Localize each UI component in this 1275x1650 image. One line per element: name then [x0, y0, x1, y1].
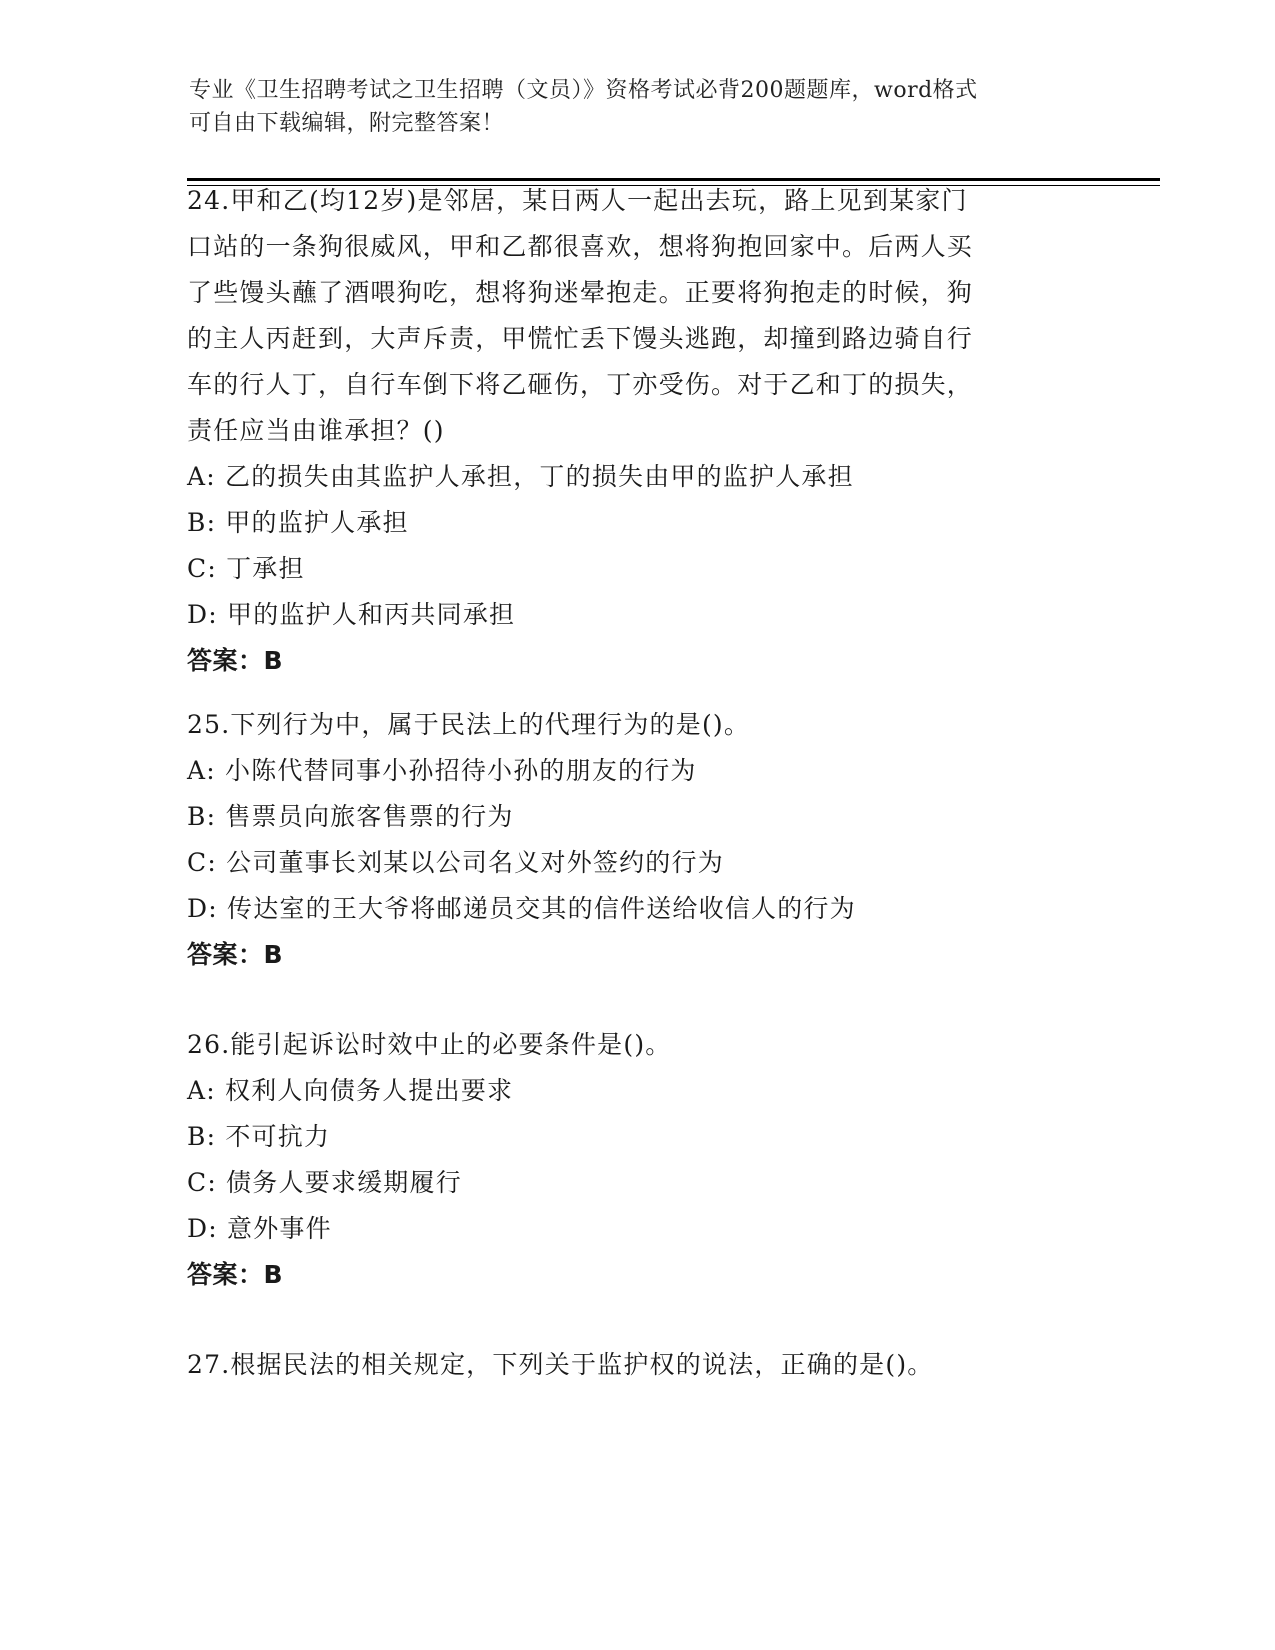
- option-b: B: 甲的监护人承担: [187, 508, 409, 537]
- question-text-line: 25.下列行为中，属于民法上的代理行为的是()。: [187, 710, 751, 739]
- option-a: A: 乙的损失由其监护人承担，丁的损失由甲的监护人承担: [187, 462, 854, 491]
- option-c: C: 债务人要求缓期履行: [187, 1168, 462, 1197]
- question-text-line: 27.根据民法的相关规定，下列关于监护权的说法，正确的是()。: [187, 1350, 934, 1379]
- option-b: B: 售票员向旅客售票的行为: [187, 802, 514, 831]
- answer-line: [187, 1252, 1067, 1298]
- question-text-line: 24.甲和乙(均12岁)是邻居，某日两人一起出去玩，路上见到某家门: [187, 186, 968, 215]
- answer-label: 答案：: [187, 940, 264, 969]
- question-25: [187, 702, 1067, 978]
- question-text-line: 了些馒头蘸了酒喂狗吃，想将狗迷晕抱走。正要将狗抱走的时候，狗: [187, 278, 974, 307]
- question-26: [187, 1022, 1067, 1298]
- option-c: C: 丁承担: [187, 554, 305, 583]
- question-text-line: 车的行人丁，自行车倒下将乙砸伤，丁亦受伤。对于乙和丁的损失，: [187, 370, 974, 399]
- answer-value: B: [263, 940, 284, 969]
- question-text-line: 口站的一条狗很威风，甲和乙都很喜欢，想将狗抱回家中。后两人买: [187, 232, 974, 261]
- question-27: [187, 1342, 1067, 1388]
- answer-line: [187, 638, 1067, 684]
- answer-value: B: [263, 1260, 284, 1289]
- question-24: [187, 178, 1067, 684]
- option-c: C: 公司董事长刘某以公司名义对外签约的行为: [187, 848, 724, 877]
- option-d: D: 传达室的王大爷将邮递员交其的信件送给收信人的行为: [187, 894, 856, 923]
- option-a: A: 小陈代替同事小孙招待小孙的朋友的行为: [187, 756, 697, 785]
- question-text-line: 的主人丙赶到，大声斥责，甲慌忙丢下馒头逃跑，却撞到路边骑自行: [187, 324, 974, 353]
- option-b: B: 不可抗力: [187, 1122, 331, 1151]
- answer-line: [187, 932, 1067, 978]
- header-line-1: 专业《卫生招聘考试之卫生招聘（文员）》资格考试必背200题题库，word格式: [189, 78, 978, 103]
- option-d: D: 意外事件: [187, 1214, 332, 1243]
- option-d: D: 甲的监护人和丙共同承担: [187, 600, 516, 629]
- answer-value: B: [263, 646, 284, 675]
- question-text-line: 26.能引起诉讼时效中止的必要条件是()。: [187, 1030, 672, 1059]
- option-a: A: 权利人向债务人提出要求: [187, 1076, 514, 1105]
- header-line-2: 可自由下载编辑，附完整答案！: [189, 111, 505, 136]
- answer-label: 答案：: [187, 1260, 264, 1289]
- question-text-line: 责任应当由谁承担？(): [187, 416, 445, 445]
- answer-label: 答案：: [187, 646, 264, 675]
- document-header: [189, 74, 1089, 140]
